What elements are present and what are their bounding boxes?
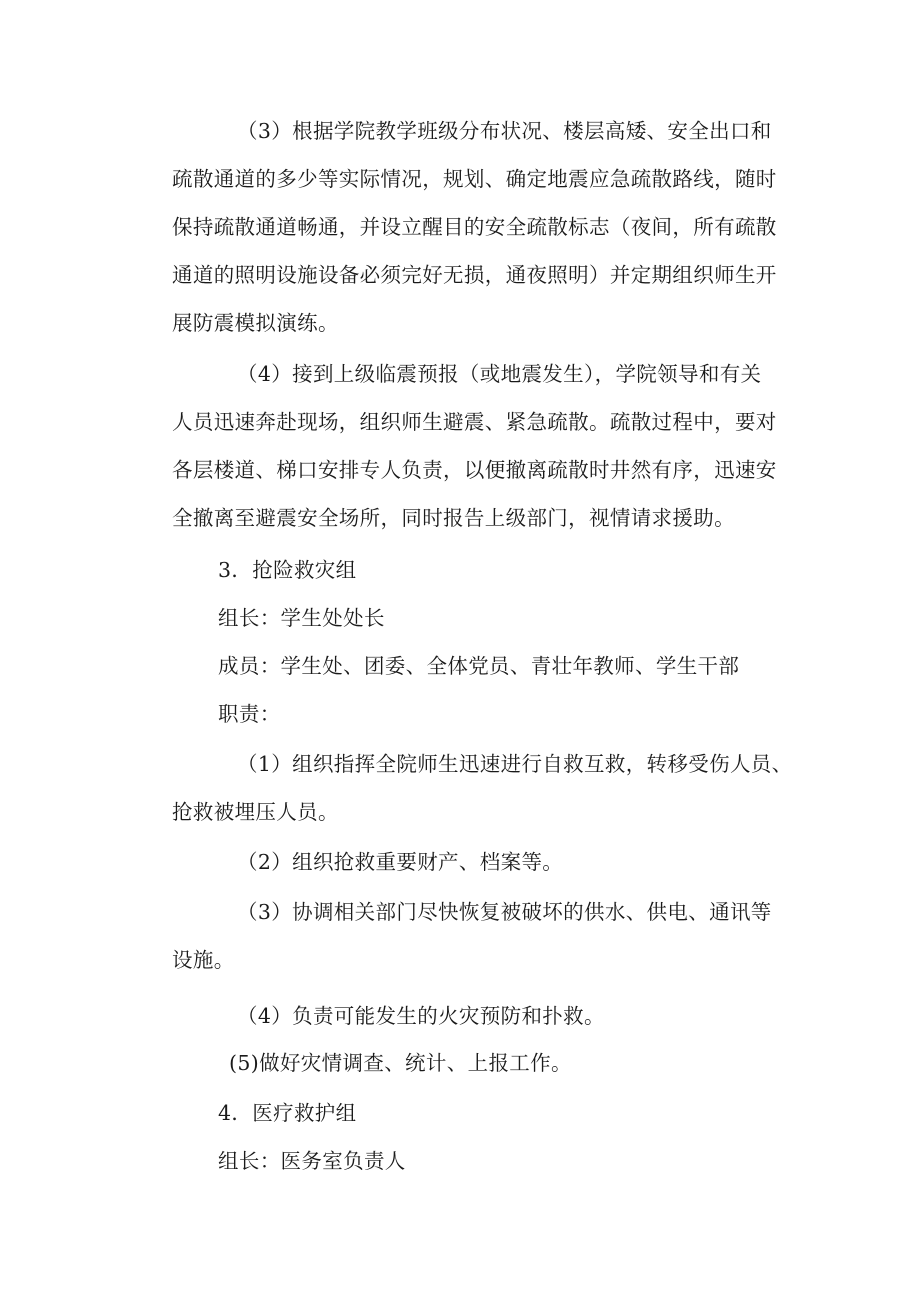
paragraph-3-line-5: 展防震模拟演练。 bbox=[172, 311, 339, 335]
duty-5-line: (5)做好灾情调查、统计、上报工作。 bbox=[229, 1051, 572, 1075]
duty-4-line: （4）负责可能发生的火灾预防和扑救。 bbox=[237, 1004, 605, 1028]
paragraph-4-line-4: 全撤离至避震安全场所，同时报告上级部门，视情请求援助。 bbox=[172, 506, 735, 530]
duty-3-line-1: （3）协调相关部门尽快恢复被破坏的供水、供电、通讯等 bbox=[237, 900, 772, 924]
group-members-line: 成员：学生处、团委、全体党员、青壮年教师、学生干部 bbox=[218, 654, 740, 678]
paragraph-4-line-2: 人员迅速奔赴现场，组织师生避震、紧急疏散。疏散过程中，要对 bbox=[172, 410, 777, 434]
group-leader-line: 组长：学生处处长 bbox=[218, 606, 385, 630]
duty-3-line-2: 设施。 bbox=[172, 948, 235, 972]
paragraph-3-line-3: 保持疏散通道畅通，并设立醒目的安全疏散标志（夜间，所有疏散 bbox=[172, 215, 777, 239]
duty-1-line-2: 抢救被埋压人员。 bbox=[172, 800, 339, 824]
duty-1-line-1: （1）组织指挥全院师生迅速进行自救互救，转移受伤人员、 bbox=[237, 752, 793, 776]
section-heading-4: 4．医疗救护组 bbox=[218, 1101, 357, 1125]
medical-group-leader-line: 组长：医务室负责人 bbox=[218, 1149, 406, 1173]
paragraph-4-line-1: （4）接到上级临震预报（或地震发生），学院领导和有关 bbox=[237, 362, 762, 386]
paragraph-4-line-3: 各层楼道、梯口安排专人负责，以便撤离疏散时井然有序，迅速安 bbox=[172, 458, 777, 482]
responsibilities-label: 职责： bbox=[218, 702, 281, 726]
paragraph-3-line-1: （3）根据学院教学班级分布状况、楼层高矮、安全出口和 bbox=[237, 119, 772, 143]
section-heading-3: 3．抢险救灾组 bbox=[218, 558, 357, 582]
paragraph-3-line-4: 通道的照明设施设备必须完好无损，通夜照明）并定期组织师生开 bbox=[172, 263, 777, 287]
duty-2-line: （2）组织抢救重要财产、档案等。 bbox=[237, 850, 564, 874]
paragraph-3-line-2: 疏散通道的多少等实际情况，规划、确定地震应急疏散路线，随时 bbox=[172, 167, 777, 191]
